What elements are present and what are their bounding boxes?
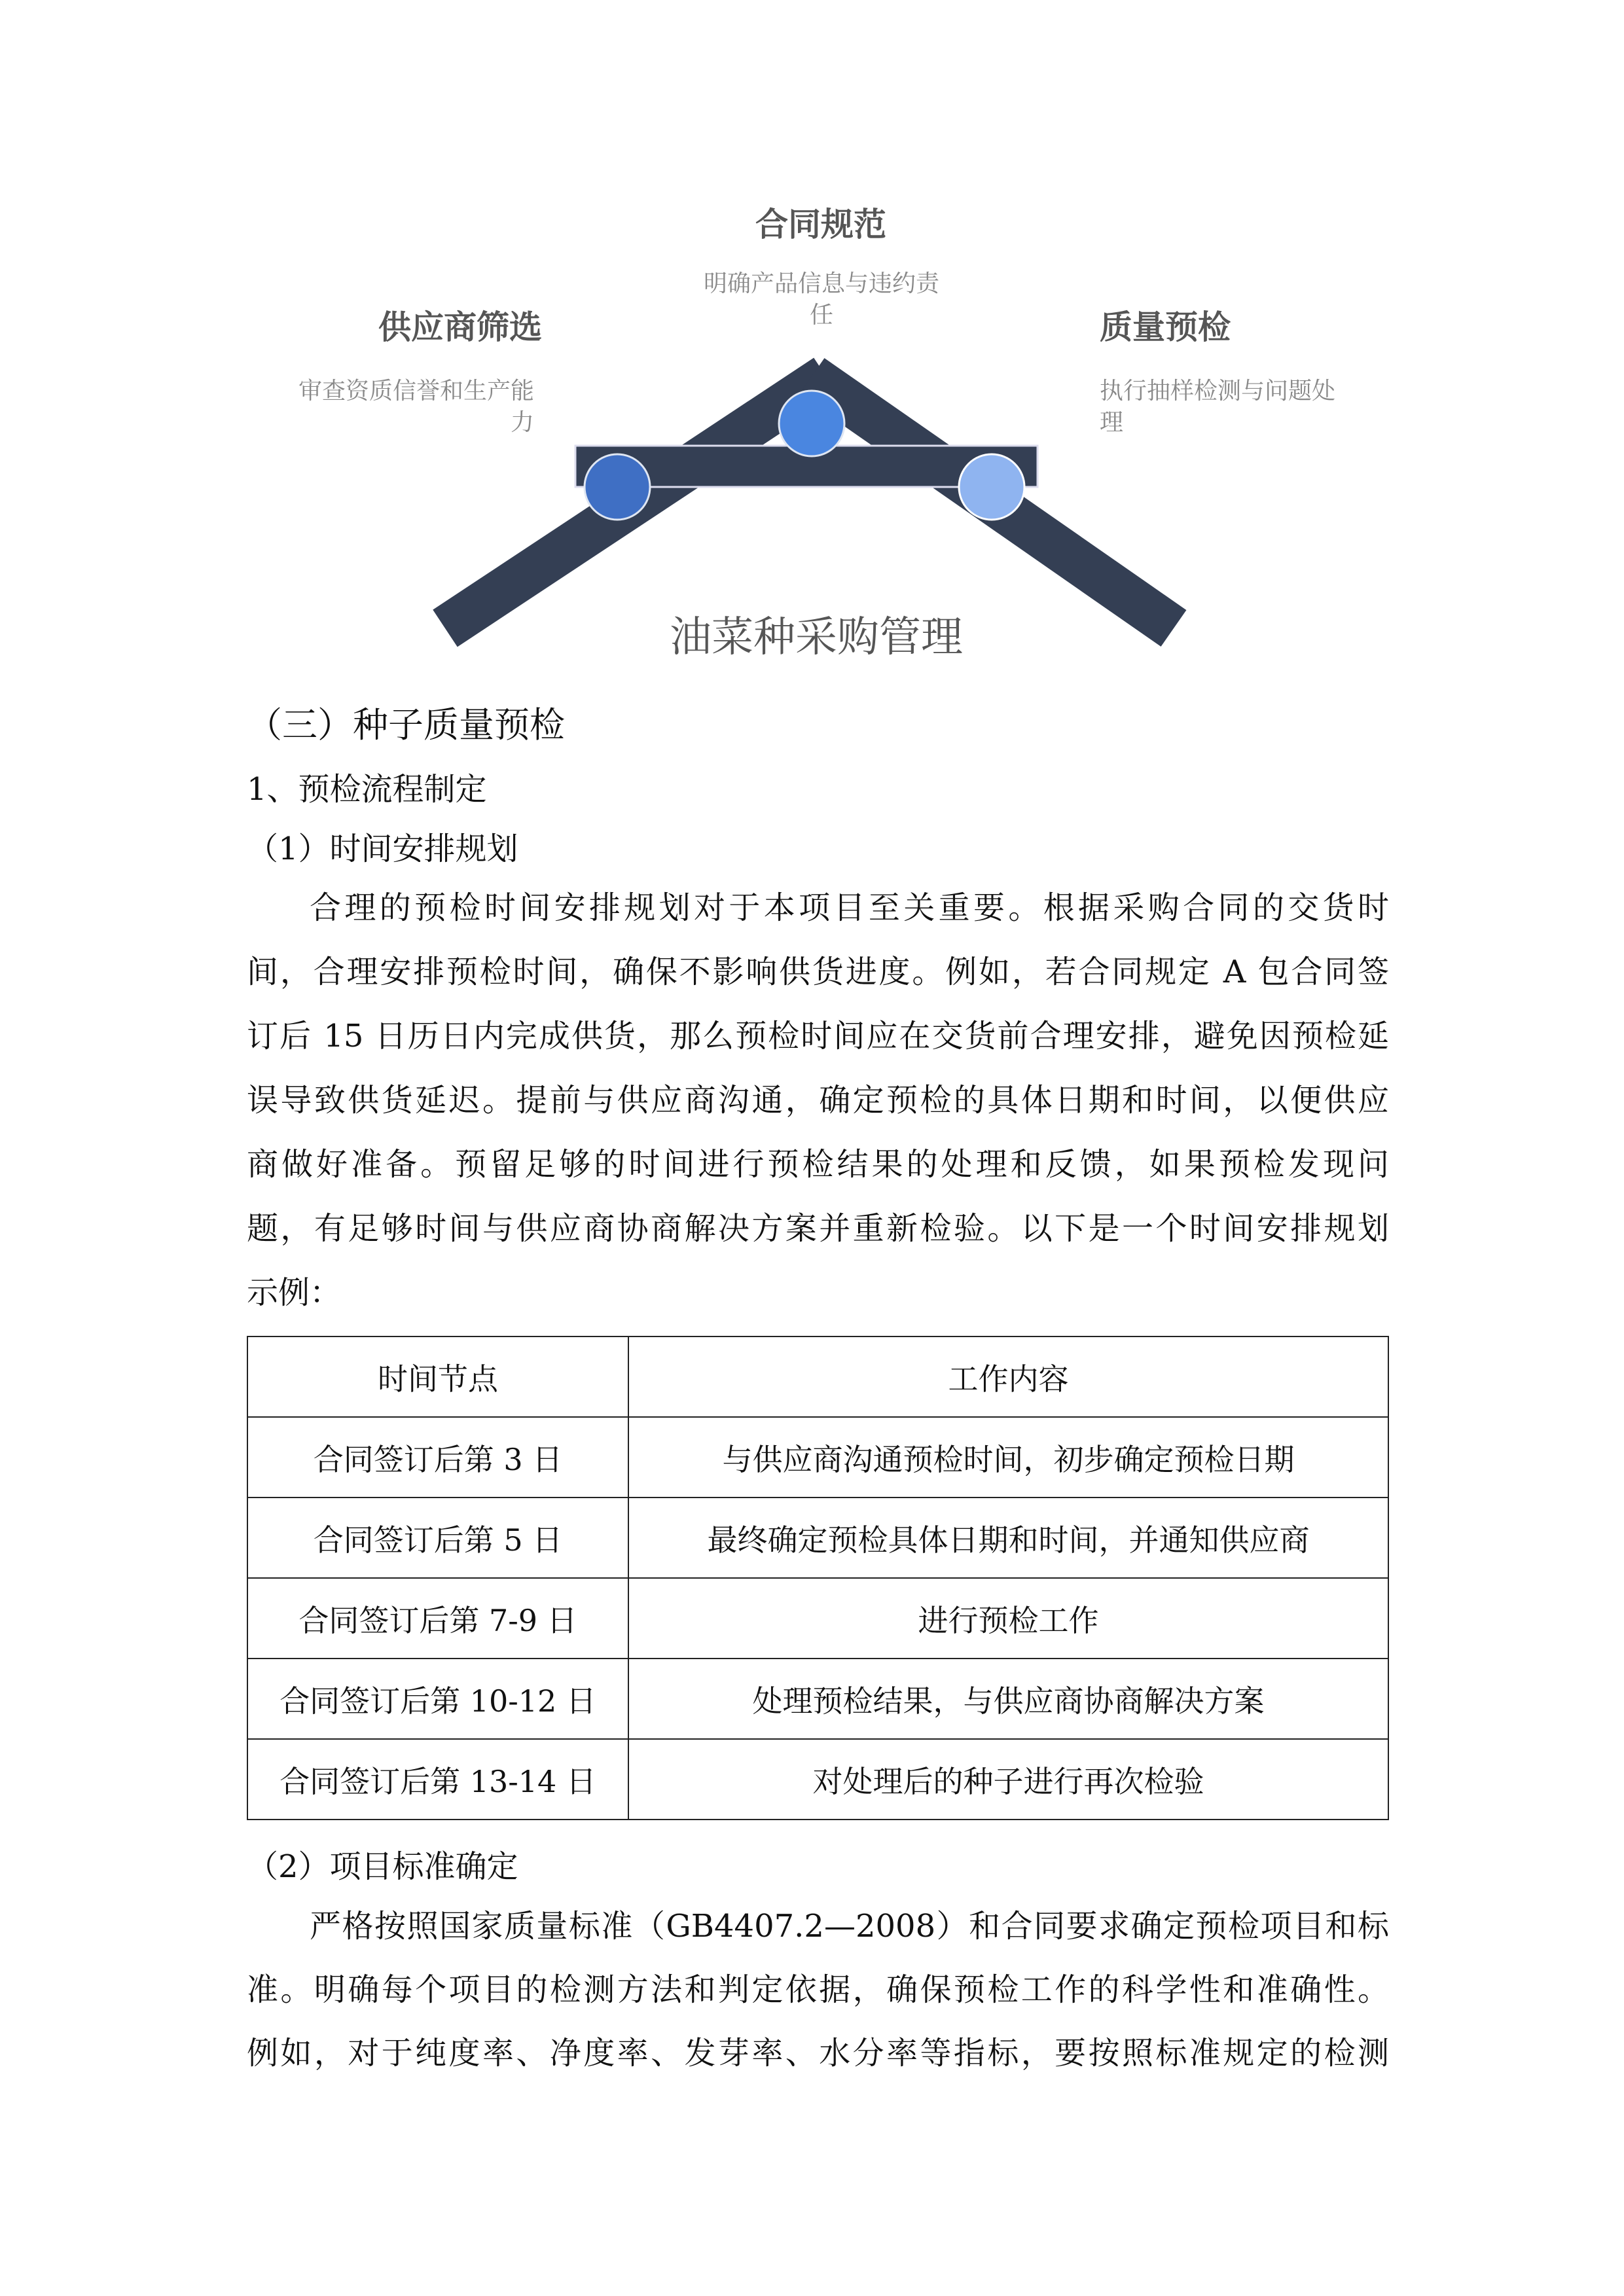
paragraph-line: 误导致供货延迟。提前与供应商沟通，确定预检的具体日期和时间，以便供应 (247, 1082, 1389, 1119)
cell-time: 合同签订后第 5 日 (247, 1498, 628, 1578)
table-row (247, 1578, 1388, 1659)
diagram-graphic (0, 0, 1624, 694)
cell-time: 合同签订后第 7-9 日 (247, 1578, 628, 1659)
cell-time: 合同签订后第 13-14 日 (247, 1739, 628, 1820)
header-time-node: 时间节点 (247, 1336, 628, 1417)
cell-content: 处理预检结果，与供应商协商解决方案 (628, 1659, 1388, 1739)
cell-time: 合同签订后第 10-12 日 (247, 1659, 628, 1739)
desc-line: 审查资质信誉和生产能 (298, 378, 534, 404)
cell-content: 与供应商沟通预检时间，初步确定预检日期 (628, 1417, 1388, 1498)
diagram-circle-right (959, 454, 1024, 520)
item-heading: （1）时间安排规划 (247, 831, 518, 867)
paragraph-line: 严格按照国家质量标准（GB4407.2—2008）和合同要求确定预检项目和标 (310, 1908, 1389, 1945)
diagram-title-contract: 合同规范 (755, 206, 886, 243)
table-header-row (247, 1336, 1388, 1417)
desc-line: 力 (510, 409, 534, 436)
paragraph-line: 示例： (247, 1274, 342, 1311)
cell-time: 合同签订后第 3 日 (247, 1417, 628, 1498)
table-row (247, 1659, 1388, 1739)
desc-line: 理 (1100, 409, 1124, 436)
table-row (247, 1417, 1388, 1498)
diagram-desc-contract (655, 268, 988, 331)
desc-line: 明确产品信息与违约责 (703, 270, 939, 297)
paragraph-line: 例如，对于纯度率、净度率、发芽率、水分率等指标，要按照标准规定的检测 (247, 2035, 1389, 2072)
paragraph-line: 订后 15 日历日内完成供货，那么预检时间应在交货前合理安排，避免因预检延 (247, 1018, 1389, 1054)
diagram-title-quality: 质量预检 (1100, 308, 1231, 346)
section-heading: （三）种子质量预检 (247, 704, 565, 745)
table-row (247, 1739, 1388, 1820)
diagram-title-supplier: 供应商筛选 (378, 308, 542, 346)
sub-heading: 1、预检流程制定 (247, 771, 487, 808)
paragraph-line: 商做好准备。预留足够的时间进行预检结果的处理和反馈，如果预检发现问 (247, 1146, 1389, 1183)
cell-content: 对处理后的种子进行再次检验 (628, 1739, 1388, 1820)
paragraph-line: 合理的预检时间安排规划对于本项目至关重要。根据采购合同的交货时 (310, 889, 1389, 926)
desc-line: 任 (809, 302, 833, 329)
paragraph-line: 准。明确每个项目的检测方法和判定依据，确保预检工作的科学性和准确性。 (247, 1971, 1389, 2008)
desc-line: 执行抽样检测与问题处 (1100, 378, 1336, 404)
diagram-desc-supplier (207, 376, 534, 439)
diagram-circle-middle (779, 391, 844, 456)
diagram-circle-left (585, 454, 650, 520)
cell-content: 进行预检工作 (628, 1578, 1388, 1659)
table-row (247, 1498, 1388, 1578)
header-work-content: 工作内容 (628, 1336, 1388, 1417)
diagram-center-label: 油菜种采购管理 (670, 613, 963, 662)
cell-content: 最终确定预检具体日期和时间，并通知供应商 (628, 1498, 1388, 1578)
schedule-table (247, 1336, 1389, 1820)
paragraph-line: 题，有足够时间与供应商协商解决方案并重新检验。以下是一个时间安排规划 (247, 1210, 1389, 1247)
paragraph-line: 间，合理安排预检时间，确保不影响供货进度。例如，若合同规定 A 包合同签 (247, 954, 1389, 990)
item-heading: （2）项目标准确定 (247, 1848, 518, 1885)
diagram-desc-quality (1100, 376, 1427, 439)
